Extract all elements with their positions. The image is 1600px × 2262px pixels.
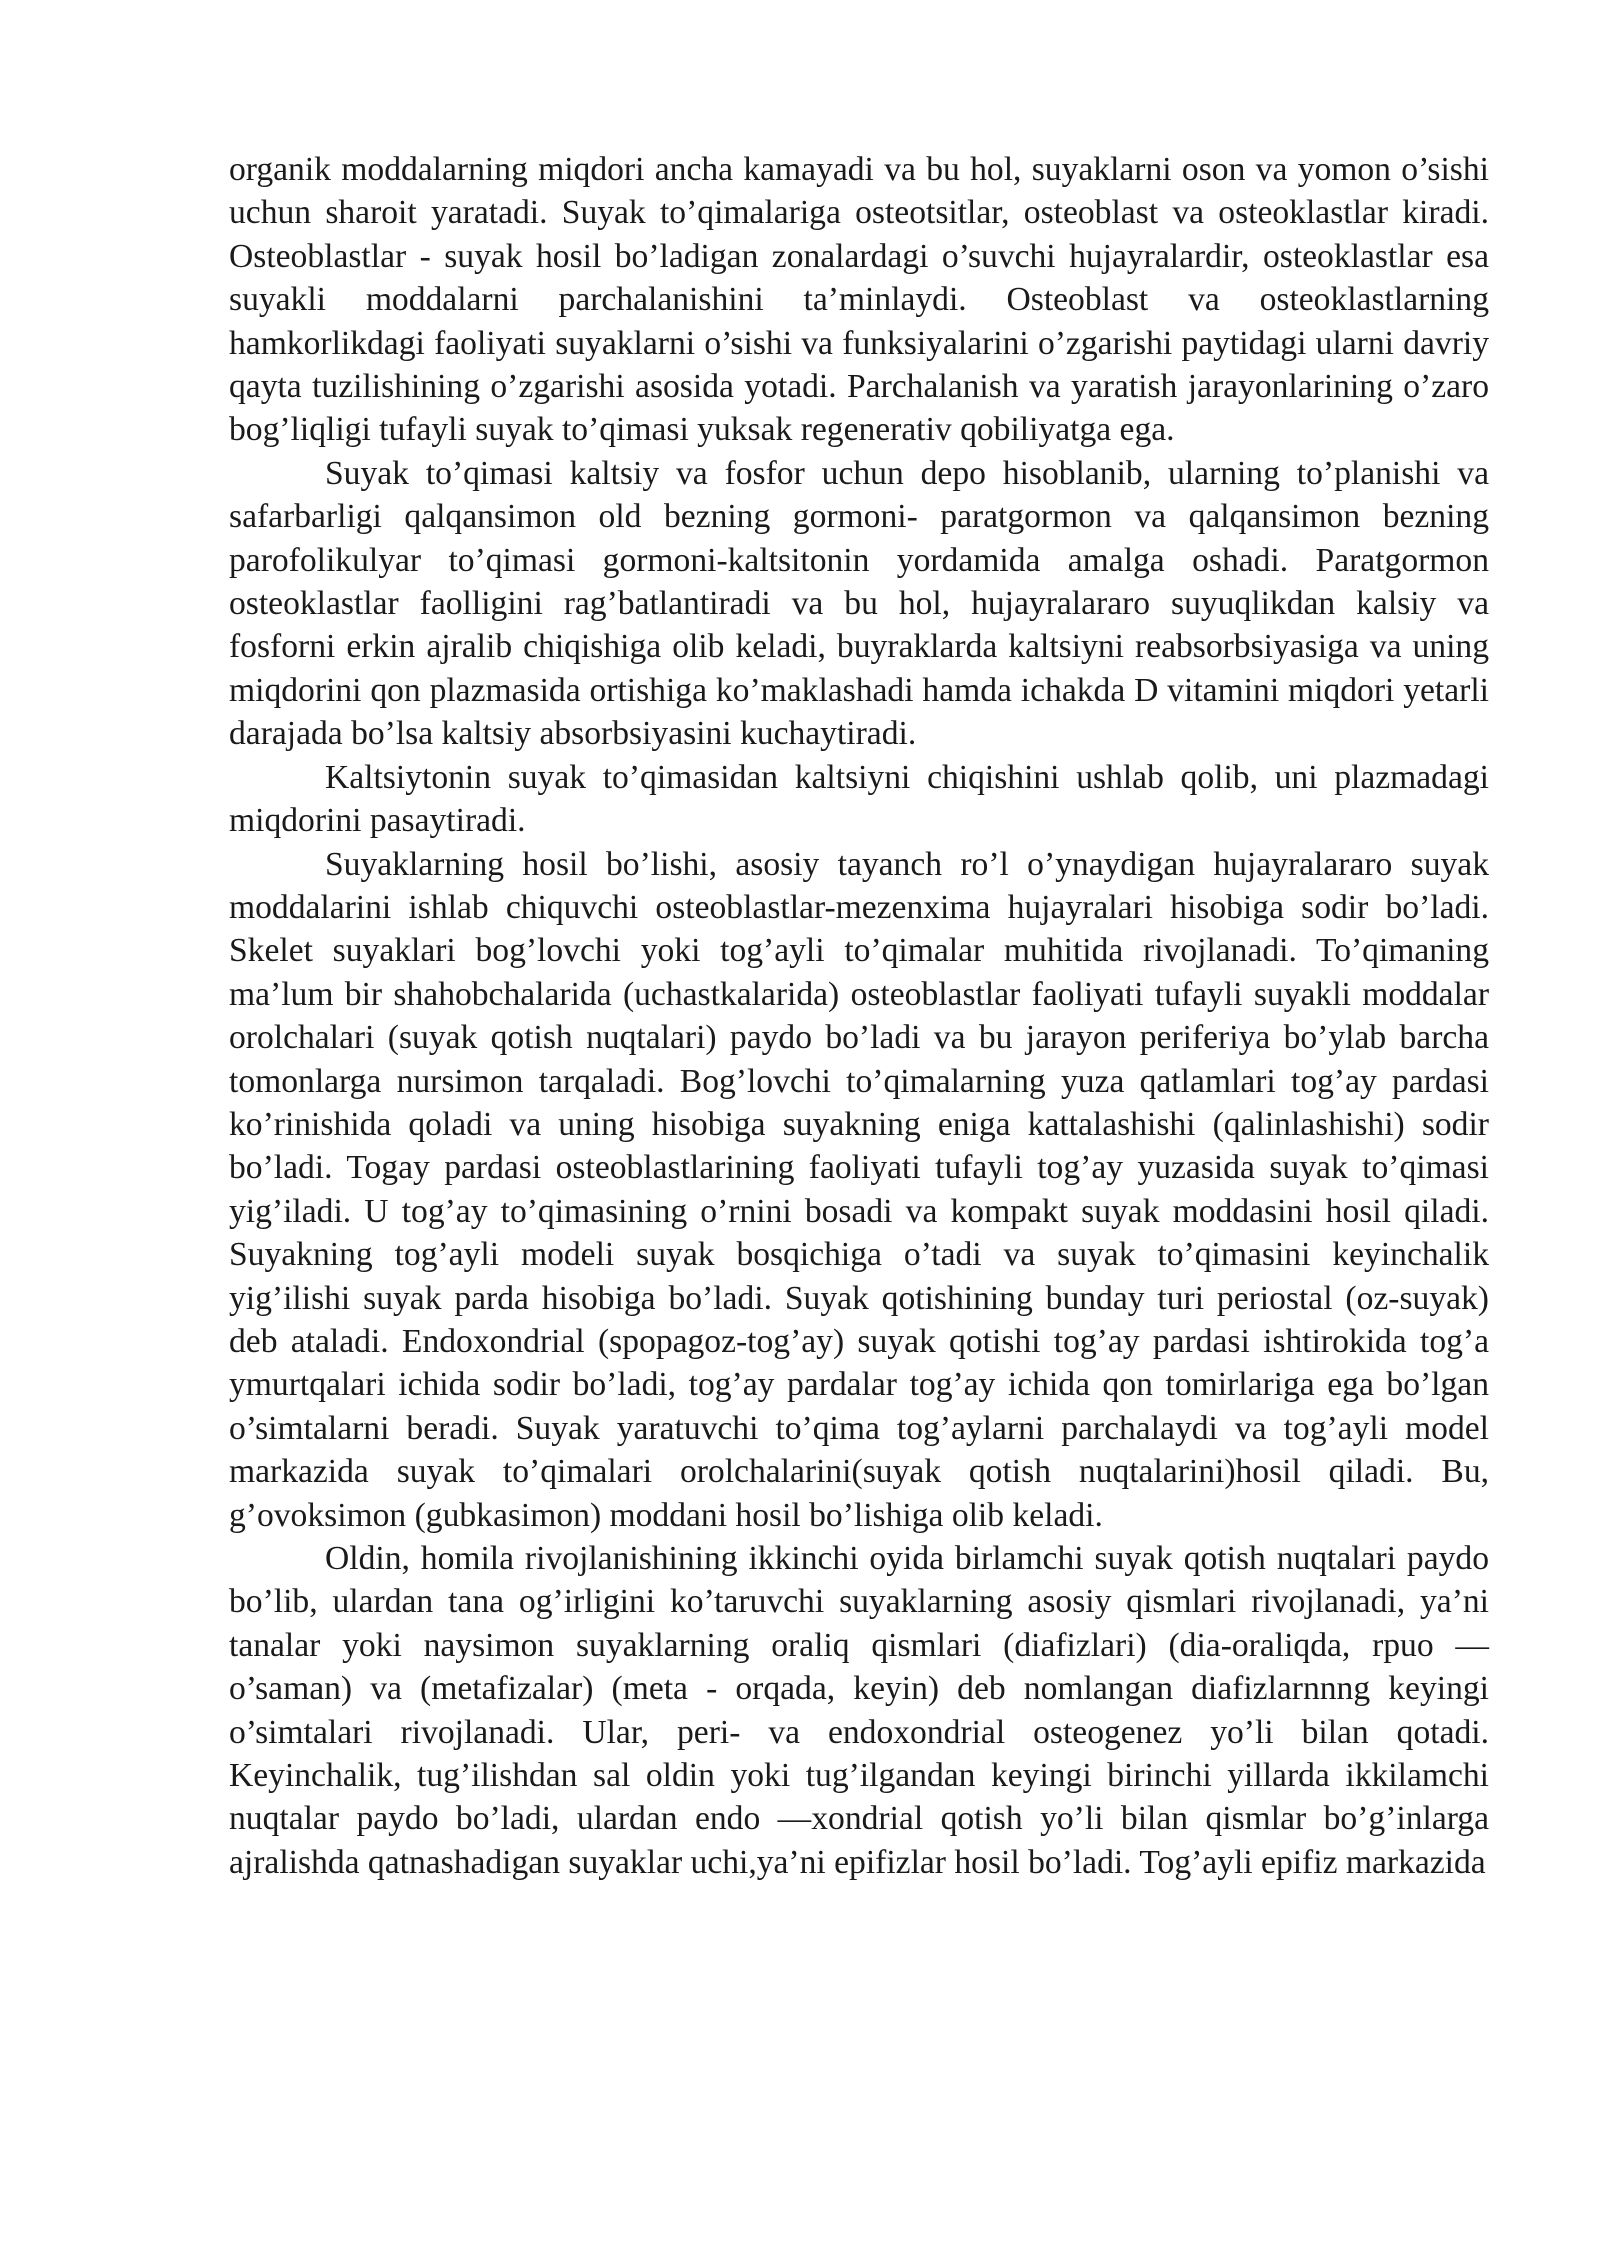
- paragraph: Oldin, homila rivojlanishining ikkinchi oyida birlamchi suyak qotish nuqtalari paydo bo’lib, ulardan tana og’irligini ko’taruvchi suyaklarning asosiy qismlari rivojlanadi, ya’ni tanalar yoki naysimon suyaklarning oraliq qismlari (diafizlari) (dia-oraliqda, rpuo — o’saman) va (metafizalar) (meta - orqada, keyin) deb nomlangan diafizlarnnng keyingi o’simtalari rivojlanadi. Ular, peri- va endoxondrial osteogenez yo’li bilan qotadi. Keyinchalik, tug’ilishdan sal oldin yoki tug’ilgandan keyingi birinchi yillarda ikkilamchi nuqtalar paydo bo’ladi, ulardan endo —xondrial qotish yo’li bilan qismlar bo’g’inlarga ajralishda qatnashadigan suyaklar uchi,ya’ni epifizlar hosil bo’ladi. Tog’ayli epifiz markazida: [229, 1540, 1489, 1881]
- paragraph: Suyaklarning hosil bo’lishi, asosiy tayanch ro’l o’ynaydigan hujayralararo suyak moddalarini ishlab chiquvchi osteoblastlar-mezenxima hujayralari hisobiga sodir bo’ladi. Skelet suyaklari bog’lovchi yoki tog’ayli to’qimalar muhitida rivojlanadi. To’qimaning ma’lum bir shahobchalarida (uchastkalarida) osteoblastlar faoliyati tufayli suyakli moddalar orolchalari (suyak qotish nuqtalari) paydo bo’ladi va bu jarayon periferiya bo’ylab barcha tomonlarga nursimon tarqaladi. Bog’lovchi to’qimalarning yuza qatlamlari tog’ay pardasi ko’rinishida qoladi va uning hisobiga suyakning eniga kattalashishi (qalinlashishi) sodir bo’ladi. Togay pardasi osteoblastlarining faoliyati tufayli tog’ay yuzasida suyak to’qimasi yig’iladi. U tog’ay to’qimasining o’rnini bosadi va kompakt suyak moddasini hosil qiladi. Suyakning tog’ayli modeli suyak bosqichiga o’tadi va suyak to’qimasini keyinchalik yig’ilishi suyak parda hisobiga bo’ladi. Suyak qotishining bunday turi periostal (oz-suyak) deb ataladi. Endoxondrial (spopagoz-tog’ay) suyak qotishi tog’ay pardasi ishtirokida tog’a ymurtqalari ichida sodir bo’ladi, tog’ay pardalar tog’ay ichida qon tomirlariga ega bo’lgan o’simtalarni beradi. Suyak yaratuvchi to’qima tog’aylarni parchalaydi va tog’ayli model markazida suyak to’qimalari orolchalarini(suyak qotish nuqtalarini)hosil qiladi. Bu, g’ovoksimon (gubkasimon) moddani hosil bo’lishiga olib keladi.: [229, 845, 1489, 1534]
- paragraph: organik moddalarning miqdori ancha kamayadi va bu hol, suyaklarni oson va yomon o’sishi uchun sharoit yaratadi. Suyak to’qimalariga osteotsitlar, osteoblast va osteoklastlar kiradi. Osteoblastlar - suyak hosil bo’ladigan zonalardagi o’suvchi hujayralardir, osteoklastlar esa suyakli moddalarni parchalanishini ta’minlaydi. Osteoblast va osteoklastlarning hamkorlikdagi faoliyati suyaklarni o’sishi va funksiyalarini o’zgarishi paytidagi ularni davriy qayta tuzilishining o’zgarishi asosida yotadi. Parchalanish va yaratish jarayonlarining o’zaro bog’liqligi tufayli suyak to’qimasi yuksak regenerativ qobiliyatga ega.: [229, 151, 1489, 449]
- document-page: [229, 148, 1489, 1884]
- paragraph: Kaltsiytonin suyak to’qimasidan kaltsiyni chiqishini ushlab qolib, uni plazmadagi miqdorini pasaytiradi.: [229, 758, 1489, 840]
- paragraph: Suyak to’qimasi kaltsiy va fosfor uchun depo hisoblanib, ularning to’planishi va safarbarligi qalqansimon old bezning gormoni- paratgormon va qalqansimon bezning parofolikulyar to’qimasi gormoni-kaltsitonin yordamida amalga oshadi. Paratgormon osteoklastlar faolligini rag’batlantiradi va bu hol, hujayralararo suyuqlikdan kalsiy va fosforni erkin ajralib chiqishiga olib keladi, buyraklarda kaltsiyni reabsorbsiyasiga va uning miqdorini qon plazmasida ortishiga ko’maklashadi hamda ichakda D vitamini miqdori yetarli darajada bo’lsa kaltsiy absorbsiyasini kuchaytiradi.: [229, 454, 1489, 753]
